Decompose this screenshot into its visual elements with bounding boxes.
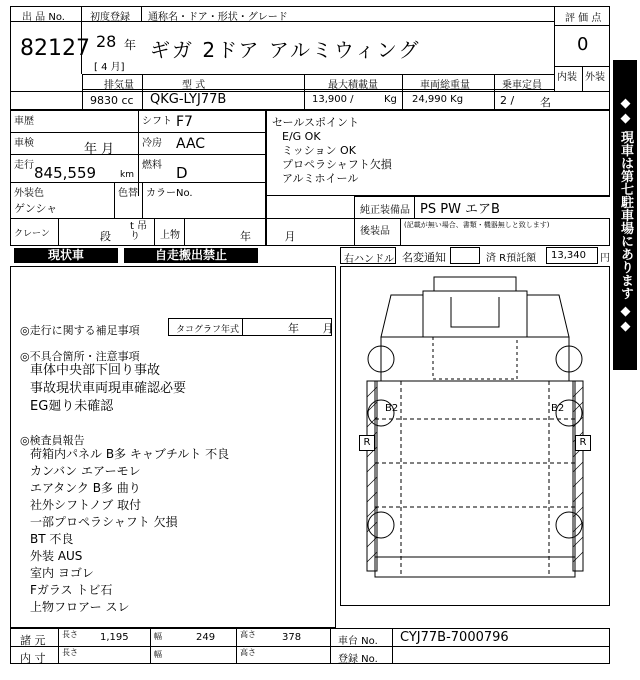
cab-body [381,337,569,381]
displacement-value: 9830 cc [90,94,134,107]
spec-row-divider [82,89,554,90]
recycle-unit: 円 [600,253,610,264]
right-hand-label: 右ハンドル [344,254,394,265]
footer-col-4 [330,628,331,664]
cab-front [423,291,527,337]
interior-cell [554,66,582,92]
crane-label: クレーン [14,229,50,239]
mileage-value: 845,559 [34,164,97,182]
ext-color-label: 外装色 [14,188,44,199]
header-divider [82,74,554,75]
inner-label: 内 寸 [20,652,46,665]
first-reg-label-cell [82,6,142,22]
crane-stage: 段 [100,230,111,243]
inner-length-label: 長さ [62,648,78,657]
exterior-cell [582,66,610,92]
inspector-list [30,446,229,616]
recycle-label: 済 R預託額 [486,253,537,264]
right-hand-cell [340,247,396,264]
height-label: 高さ [240,630,256,639]
equipment-divider [414,196,415,218]
tachograph-divider [242,318,243,336]
shift-label: シフト [142,116,172,127]
cab-floor [433,337,517,379]
inspection-value: 年 月 [84,142,115,157]
sales-item: プロペラシャフト欠損 [282,158,392,171]
tachograph-label: タコグラフ年式 [176,325,240,335]
inspector-item: 室内 ヨゴレ [30,566,94,580]
score-label-cell [554,6,610,26]
spec-row-frame [10,92,610,110]
aftermarket-left [354,218,355,246]
b2-right-mark: B2 [551,403,565,414]
recycle-value: 13,340 [551,250,586,261]
sales-item: アルミホイール [282,172,359,185]
inspection-label: 車検 [14,138,34,149]
model-label: 通称名・ドア・形状・グレード [148,12,288,23]
lot-label: 出 品 No. [22,12,65,23]
footer-col-2 [150,628,151,664]
score-cell [554,26,610,66]
chassis-label: 車台 No. [338,636,378,647]
score-value: 0 [577,34,589,55]
model-label-cell [142,6,554,22]
diagram-frame [340,266,610,606]
sales-list [282,130,392,186]
cab-roof [434,277,516,291]
ac-label: 冷房 [142,138,162,149]
history-label: 車歴 [14,116,34,127]
details-row-1 [10,132,266,133]
defect-item: EG廻り未確認 [30,399,114,414]
inspector-item: エアタンク B多 曲り [30,481,141,495]
width-label: 幅 [154,632,162,641]
mileage-unit: km [120,170,134,180]
interior-label: 内装 [557,72,577,83]
recycle-value-box [546,247,598,264]
ac-value: AAC [176,136,206,152]
fuel-value: D [176,164,188,182]
name-change-box [450,247,480,264]
sales-item: ミッション OK [282,144,356,157]
upper-label: 上物 [160,230,180,241]
genuine-label: 純正装備品 [360,205,410,216]
type-value: QKG-LYJ77B [150,92,227,107]
truck-diagram [341,267,609,605]
footer-col-3 [236,628,237,664]
genuine-value: PS PW エアB [420,202,500,217]
aftermarket-divider [400,218,401,246]
name-change-label: 名変通知 [402,251,446,264]
year-unit: 年 [124,38,137,52]
aftermarket-note: (記載が無い場合、書類・機器無しと致します) [404,221,550,229]
defect-item: 車体中央部下回り事故 [30,363,161,378]
max-load-label: 最大積載量 [328,80,378,91]
windshield [451,297,499,327]
displacement-label: 排気量 [104,80,134,91]
color-code-label: カラーNo. [146,188,193,199]
dims-label: 諸 元 [20,634,46,647]
chassis-number: CYJ77B-7000796 [400,630,509,645]
fuel-label: 燃料 [142,160,162,171]
cab-right-side [527,295,569,337]
inspector-item: 社外シフトノブ 取付 [30,498,142,512]
ext-color-value: ゲンシャ [14,202,58,215]
capacity-unit: 名 [540,96,551,109]
max-load-unit: Kg [384,94,397,105]
parking-note: ◆◆ 現車は第七駐車場にあります ◆◆ [613,60,637,370]
equipment-left [354,196,355,218]
footer-divider [10,646,610,647]
inspector-item: 上物フロアー スレ [30,600,130,614]
details-row-3 [10,182,266,183]
crane-divider [58,218,59,246]
first-reg-month: [ 4 月] [94,62,125,73]
lot-number-cell [10,22,90,74]
mileage-label: 走行 [14,160,34,171]
length-label: 長さ [62,630,78,639]
inner-width-label: 幅 [154,650,162,659]
color-change-label: 色替 [118,188,138,199]
defect-item: 事故現状車両現車確認必要 [30,381,187,396]
sales-item: E/G OK [282,130,321,143]
defect-title: ◎不具合箇所・注意事項 [20,350,140,363]
sales-title: セールスポイント [272,116,360,129]
defect-list [30,362,186,416]
r-left-mark: R [359,435,375,451]
inspector-item: Fガラス トビ石 [30,583,113,597]
inspector-item: 一部プロペラシャフト 欠損 [30,515,178,529]
gross-weight-value: 24,990 Kg [412,94,464,105]
first-reg-year: 28 [96,32,117,51]
max-load-value: 13,900 / [312,94,354,105]
aftermarket-label: 後装品 [360,226,390,237]
details-row-2 [10,154,266,155]
details-mid-divider [138,110,139,196]
capacity-label: 乗車定員 [502,80,542,91]
equipment-top [354,196,610,197]
reg-label: 登録 No. [338,654,378,665]
inspector-title: ◎検査員報告 [20,434,85,447]
wheel-rr [556,512,582,538]
upper-value: 年 月 [240,230,296,243]
self-removal-badge: 自走搬出禁止 [124,248,258,263]
capacity-value: 2 / [500,94,515,107]
wheel-rl [368,512,394,538]
first-reg-label: 初度登録 [90,12,130,23]
exterior-label: 外装 [585,72,605,83]
cab-left-side [381,295,423,337]
driving-notes-title: ◎走行に関する補足事項 [20,324,140,337]
inspector-item: 荷箱内パネル B多 キャブチルト 不良 [30,447,230,461]
type-label: 型 式 [182,80,206,91]
tachograph-value: 年 月 [288,322,334,335]
crane-tonnage: t 吊り [130,221,148,242]
inspector-item: 外装 AUS [30,549,83,563]
footer-col-1 [58,628,59,664]
upper-divider [184,218,185,246]
length-value: 1,195 [100,632,129,643]
inspector-item: BT 不良 [30,532,74,546]
color-code-divider [142,182,143,218]
model-name: ギガ 2ドア アルミウィング [150,38,421,62]
width-value: 249 [196,632,216,643]
color-divider [114,182,115,218]
lot-label-cell [10,6,82,22]
footer-col-5 [392,628,393,664]
cargo-box [375,381,575,577]
inspector-item: カンバン エアーモレ [30,464,141,478]
inner-height-label: 高さ [240,648,256,657]
r-right-mark: R [575,435,591,451]
shift-value: F7 [176,114,193,130]
lot-number: 82127 [20,36,90,61]
height-value: 378 [282,632,302,643]
current-state-badge: 現状車 [14,248,118,263]
score-label: 評 価 点 [565,13,602,24]
b2-left-mark: B2 [385,403,399,414]
gross-weight-label: 車両総重量 [420,80,470,91]
